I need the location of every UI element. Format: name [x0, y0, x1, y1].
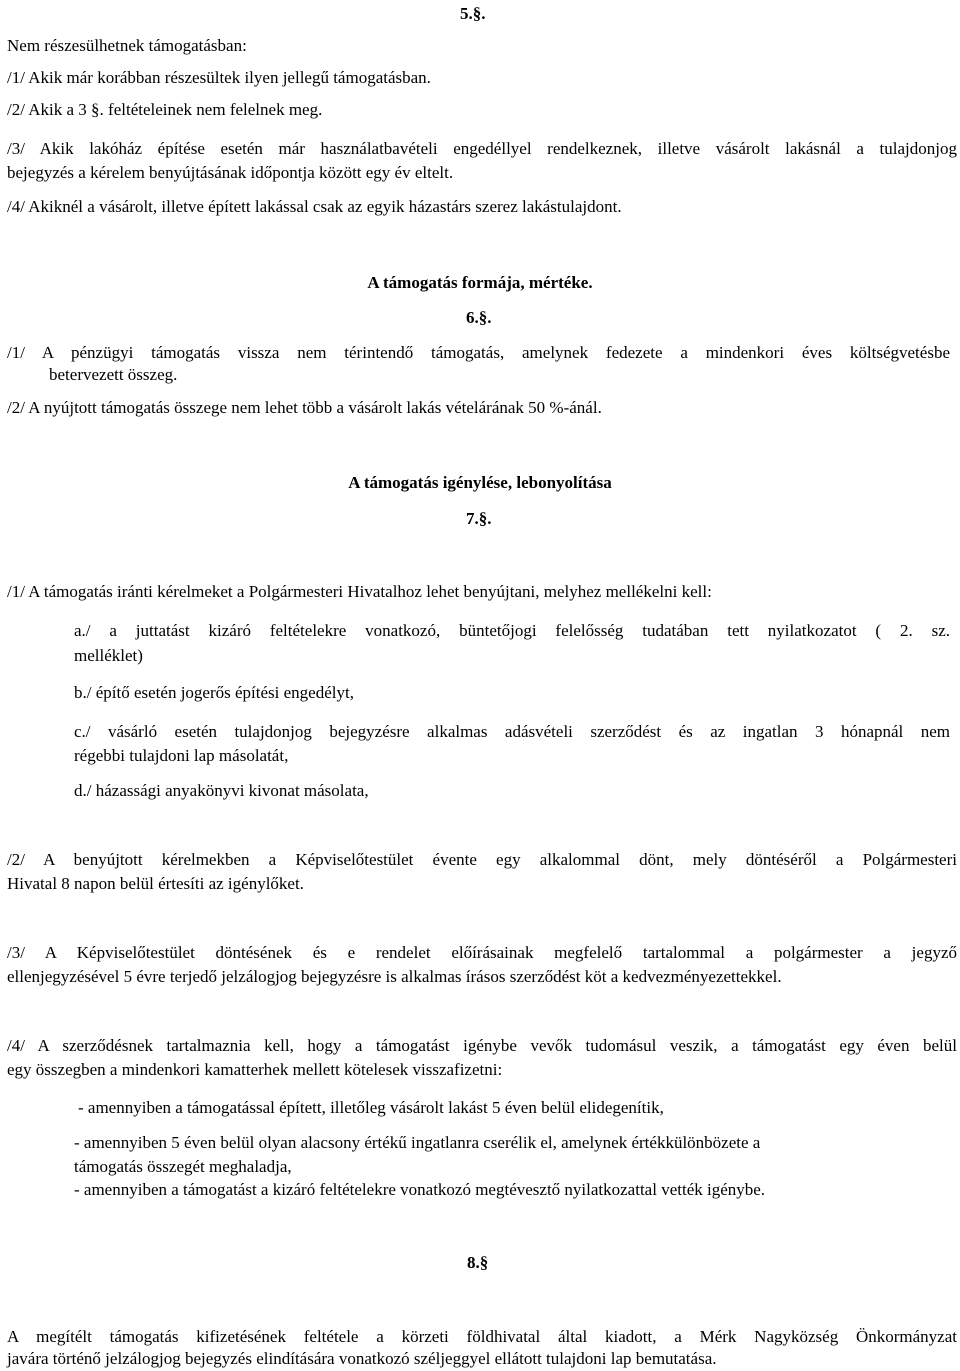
- section-6-item-1-line-2: betervezett összeg.: [49, 365, 178, 384]
- section-7-item-4-line-2: egy összegben a mindenkori kamatterhek mellett kötelesek visszafizetni:: [7, 1060, 503, 1079]
- section-7-item-b: b./ építő esetén jogerős építési engedélyt,: [74, 683, 354, 702]
- section-7-item-3-line-1: /3/ A Képviselőtestület döntésének és e rendelet előírásainak megfelelő tartalommal a polgármester a jegyző: [7, 943, 957, 962]
- section-7-item-4-line-1: /4/ A szerződésnek tartalmaznia kell, hogy a támogatást igénybe vevők tudomásul veszik, a támogatást egy éven belül: [7, 1036, 957, 1055]
- section-5-item-4: /4/ Akiknél a vásárolt, illetve épített lakással csak az egyik házastárs szerez lakástulajdont.: [7, 197, 622, 216]
- section-7-bullet-2-line-2: támogatás összegét meghaladja,: [74, 1157, 292, 1176]
- section-7-bullet-3: - amennyiben a támogatást a kizáró feltételekre vonatkozó megtévesztő nyilatkozattal vették igénybe.: [74, 1180, 766, 1199]
- section-5-item-1: /1/ Akik már korábban részesültek ilyen jellegű támogatásban.: [7, 68, 431, 87]
- section-7-item-d: d./ házassági anyakönyvi kivonat másolata,: [74, 781, 369, 800]
- section-7-item-a-line-1: a./ a juttatást kizáró feltételekre vonatkozó, büntetőjogi felelősség tudatában tett nyilatkozatot ( 2. sz.: [74, 621, 950, 640]
- section-7-bullet-2-line-1: - amennyiben 5 éven belül olyan alacsony értékű ingatlanra cserélik el, amelynek értékkülönbözete a: [74, 1133, 761, 1152]
- section-8-text-line-1: A megítélt támogatás kifizetésének feltétele a körzeti földhivatal által kiadott, a Mérk Nagyközség Önkormányzat: [7, 1327, 957, 1346]
- section-7-heading: A támogatás igénylése, lebonyolítása: [348, 473, 612, 492]
- section-6-item-2: /2/ A nyújtott támogatás összege nem lehet több a vásárolt lakás vételárának 50 %-ánál.: [7, 398, 602, 417]
- section-5-item-2: /2/ Akik a 3 §. feltételeinek nem felelnek meg.: [7, 100, 323, 119]
- section-7-item-2-line-2: Hivatal 8 napon belül értesíti az igénylőket.: [7, 874, 304, 893]
- section-6-item-1-line-1: /1/ A pénzügyi támogatás vissza nem térintendő támogatás, amelynek fedezete a mindenkori éves költségvetésbe: [7, 343, 950, 362]
- section-7-item-3-line-2: ellenjegyzésével 5 évre terjedő jelzálogjog bejegyzésre is alkalmas írásos szerződést köt a kedvezményezettekkel.: [7, 967, 782, 986]
- section-7-item-a-line-2: melléklet): [74, 646, 143, 665]
- section-5-number: 5.§.: [460, 4, 486, 23]
- section-8-number: 8.§: [467, 1253, 489, 1272]
- section-5-intro: Nem részesülhetnek támogatásban:: [7, 36, 247, 55]
- section-7-item-2-line-1: /2/ A benyújtott kérelmekben a Képviselőtestület évente egy alkalommal dönt, mely döntéséről a Polgármesteri: [7, 850, 957, 869]
- section-7-number: 7.§.: [466, 509, 492, 528]
- section-7-bullet-1: - amennyiben a támogatással épített, illetőleg vásárolt lakást 5 éven belül elidegenítik,: [78, 1098, 664, 1117]
- section-8-text-line-2: javára történő jelzálogjog bejegyzés elindítására vonatkozó széljeggyel ellátott tulajdoni lap bemutatása.: [7, 1349, 717, 1368]
- section-7-item-c-line-1: c./ vásárló esetén tulajdonjog bejegyzésre alkalmas adásvételi szerződést és az ingatlan 3 hónapnál nem: [74, 722, 950, 741]
- section-7-item-c-line-2: régebbi tulajdoni lap másolatát,: [74, 746, 289, 765]
- section-5-item-3-line-2: bejegyzés a kérelem benyújtásának időpontja között egy év eltelt.: [7, 163, 454, 182]
- section-6-number: 6.§.: [466, 308, 492, 327]
- section-6-heading: A támogatás formája, mértéke.: [367, 273, 593, 292]
- section-7-item-1: /1/ A támogatás iránti kérelmeket a Polgármesteri Hivatalhoz lehet benyújtani, melyhez mellékelni kell:: [7, 582, 712, 601]
- section-5-item-3-line-1: /3/ Akik lakóház építése esetén már használatbavételi engedéllyel rendelkeznek, illetve vásárolt lakásnál a tulajdonjog: [7, 139, 957, 158]
